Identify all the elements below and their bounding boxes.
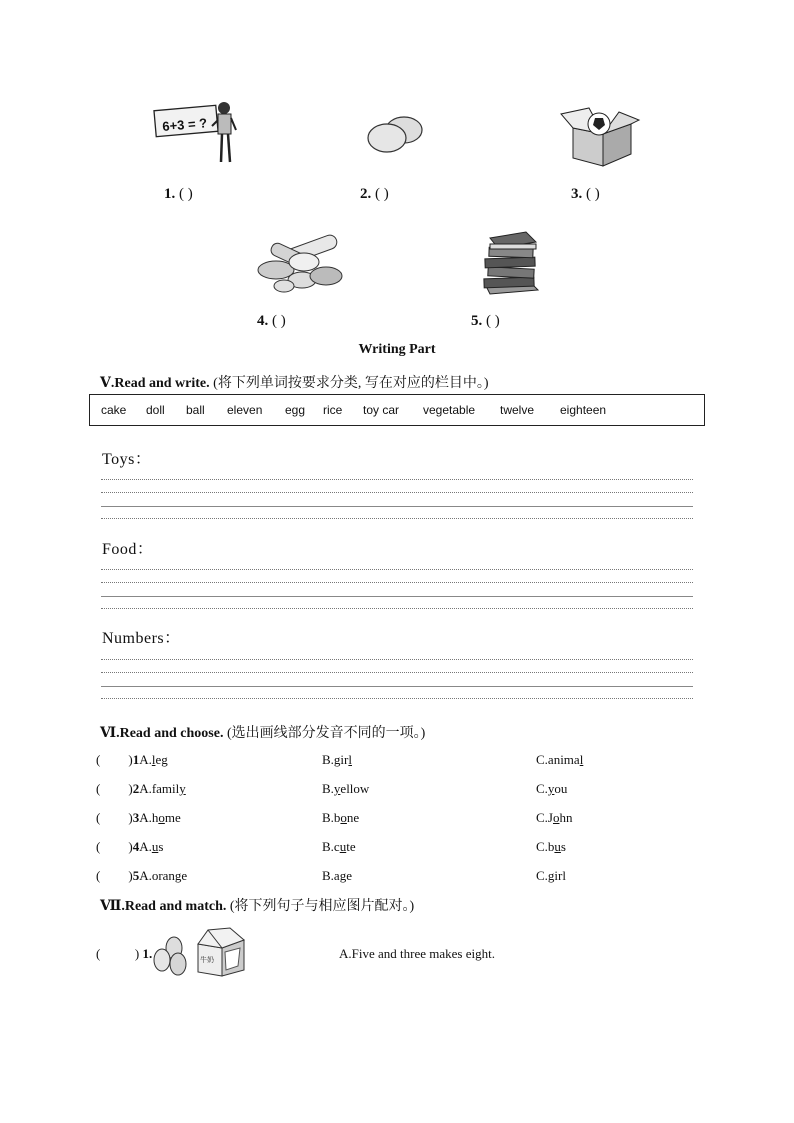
answer-1 [164,186,193,203]
match-question-1 [96,946,152,962]
option-a: A.orange [139,868,188,883]
answer-paren-close[interactable]: ) [128,752,133,767]
eggs-and-milk-carton-icon [150,926,248,978]
writing-line[interactable] [101,686,693,687]
option-c: C.girl [536,868,566,883]
answer-paren-open[interactable]: ( [96,781,101,796]
writing-line[interactable] [101,479,693,480]
word-bank-item: egg [285,403,306,417]
answer-1-num: 1. [164,186,176,202]
word-bank-item: cake [101,403,127,417]
answer-5-blank[interactable]: ( ) [486,313,500,329]
option-a: A.family [139,781,186,796]
answer-3 [571,186,600,203]
picture-4 [254,230,348,294]
match-picture-1 [150,926,248,978]
answer-5 [471,313,500,330]
answer-paren-open[interactable]: ( [96,839,101,854]
answer-paren-close[interactable]: ) [134,946,140,961]
answer-2-blank[interactable]: ( ) [375,186,389,202]
option-a: A.us [139,839,164,854]
option-c: C.bus [536,839,566,854]
question-number: 5 [132,868,140,883]
bread-pile-icon [254,230,348,294]
option-c: C.John [536,810,573,825]
writing-line[interactable] [101,518,693,519]
choose-question-5 [96,868,187,884]
category-numbers-label: Numbers： [102,630,181,647]
writing-line[interactable] [101,506,693,507]
choose-question-4 [96,839,163,855]
section-7-roman: Ⅶ. [100,899,125,914]
answer-paren-open[interactable]: ( [96,868,101,883]
answer-paren-open[interactable]: ( [96,810,101,825]
match-item-number: 1. [142,946,153,961]
question-number: 4 [132,839,140,854]
option-b: B.girl [322,752,352,767]
writing-line[interactable] [101,608,693,609]
answer-paren-open[interactable]: ( [96,946,101,961]
answer-paren-close[interactable]: ) [128,781,133,796]
match-option-a: A.Five and three makes eight. [339,946,495,961]
carton-label: 牛奶 [200,956,214,964]
writing-part-title: Writing Part [358,342,436,357]
section-6-roman: Ⅵ. [100,726,120,741]
word-bank-item: doll [146,403,165,417]
writing-line[interactable] [101,492,693,493]
option-b: B.age [322,868,352,883]
word-bank-item: twelve [500,403,535,417]
option-b: B.cute [322,839,356,854]
choose-question-3 [96,810,181,826]
option-b: B.bone [322,810,360,825]
word-bank [89,394,705,426]
writing-line[interactable] [101,569,693,570]
option-c: C.animal [536,752,584,767]
boy-with-math-board-icon [152,98,242,170]
option-a: A.leg [139,752,168,767]
answer-4-num: 4. [257,313,269,329]
section-5-roman: Ⅴ. [100,376,115,391]
option-c: C.you [536,781,568,796]
answer-1-blank[interactable]: ( ) [179,186,193,202]
answer-paren-open[interactable]: ( [96,752,101,767]
answer-paren-close[interactable]: ) [128,810,133,825]
word-bank-item: rice [323,403,343,417]
word-bank-item: eighteen [560,403,607,417]
word-bank-item: vegetable [423,403,476,417]
section-7-instruction: (将下列句子与相应图片配对。) [229,899,415,914]
answer-3-num: 3. [571,186,583,202]
section-6-instruction: (选出画线部分发音不同的一项。) [226,726,426,741]
board-text: 6+3 = ? [161,115,208,135]
category-toys-label: Toys： [102,451,152,468]
section-6-title: Read and choose. [119,726,224,741]
choose-question-2 [96,781,186,797]
ball-in-box-icon [559,102,641,168]
section-5-title: Read and write. [114,376,210,391]
answer-2-num: 2. [360,186,372,202]
answer-5-num: 5. [471,313,483,329]
question-number: 3 [132,810,140,825]
question-number: 2 [132,781,140,796]
picture-2 [366,114,424,156]
option-b: B.yellow [322,781,370,796]
writing-line[interactable] [101,582,693,583]
section-7-title: Read and match. [124,899,227,914]
question-number: 1 [132,752,140,767]
picture-5 [480,228,542,298]
picture-1 [152,98,242,170]
writing-line[interactable] [101,596,693,597]
answer-2 [360,186,389,203]
picture-3 [559,102,641,168]
word-bank-item: eleven [227,403,263,417]
section-5-instruction: (将下列单词按要求分类, 写在对应的栏目中。) [213,376,489,391]
answer-4-blank[interactable]: ( ) [272,313,286,329]
section-5-heading [100,372,488,392]
writing-line[interactable] [101,659,693,660]
answer-paren-close[interactable]: ) [128,868,133,883]
category-food-label: Food： [102,541,154,558]
answer-3-blank[interactable]: ( ) [586,186,600,202]
eggs-icon [366,114,424,156]
option-a: A.home [139,810,181,825]
word-bank-item: ball [186,403,205,417]
choose-question-1 [96,752,168,768]
book-stack-icon [480,228,542,298]
section-6-heading [100,722,425,742]
writing-line[interactable] [101,698,693,699]
answer-paren-close[interactable]: ) [128,839,133,854]
answer-4 [257,313,286,330]
word-bank-item: toy car [363,403,400,417]
writing-line[interactable] [101,672,693,673]
section-7-heading [100,895,414,915]
